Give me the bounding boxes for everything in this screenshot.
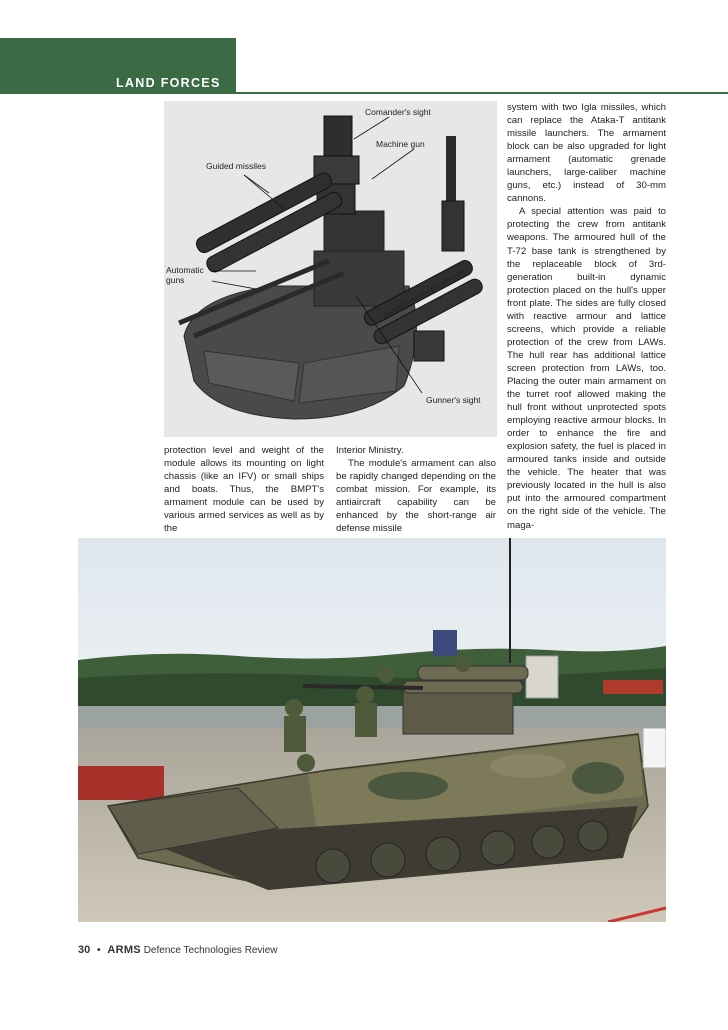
text-column-left	[164, 444, 324, 535]
vehicle-photo	[78, 538, 666, 922]
label-gunners-sight: Gunner's sight	[426, 395, 481, 405]
vehicle-photo-illustration	[78, 538, 666, 922]
header-rule	[0, 92, 728, 94]
weapon-module-diagram	[164, 101, 497, 437]
label-guided-missiles: Guided missiles	[206, 161, 266, 171]
label-automatic-guns-line1: Automatic	[166, 265, 204, 275]
paragraph: The module's armament can also be rapidly changed depending on the combat mission. For example, its antiaircraft capability can be enhanced by the short-range air defense missile	[336, 458, 496, 535]
label-machine-gun: Machine gun	[376, 139, 425, 149]
page-number: 30	[78, 944, 91, 956]
weapon-module-illustration	[164, 101, 497, 437]
paragraph: protection level and weight of the module allows its mounting on light chassis (like an IFV) or small ships and boats. Thus, the BMPT's armament module can be used by various armed services as well as by the	[164, 445, 324, 535]
label-automatic-guns	[166, 265, 204, 285]
page-footer	[78, 944, 278, 956]
paragraph: system with two Igla missiles, which can replace the Ataka-T antitank missile launchers. The armament block can be also upgraded for light armament (automatic grenade launchers, large-caliber machine guns, etc.) instead of 30-mm cannons.	[507, 102, 666, 205]
paragraph: Interior Ministry.	[336, 445, 404, 456]
footer-separator: •	[97, 945, 101, 956]
publication-name: Defence Technologies Review	[143, 945, 278, 956]
text-column-right	[507, 101, 666, 532]
label-automatic-guns-line2: guns	[166, 275, 185, 285]
text-column-middle	[336, 444, 496, 535]
publication-brand: ARMS	[107, 944, 141, 956]
label-commanders-sight: Comander's sight	[365, 107, 431, 117]
section-title: LAND FORCES	[116, 76, 221, 90]
paragraph: A special attention was paid to protecting the crew from antitank weapons. The armoured hull of the T-72 base tank is strengthened by the replaceable block of 3rd-generation built-in dynamic protection placed on the hull's upper front plate. The sides are fully closed with reactive armour and lattice screens, which provide a reliable protection of the crew from LAWs. The hull rear has additional lattice screen protection from LAWs, too. Placing the outer main armament on the turret roof allowed making the hull front without unprotected spots employing reactive armour blocks. In order to enhance the fire and explosion safety, the fuel is placed in armoured tanks inside and outside the vehicle. The heater that was previously located in the hull is also put into the armoured compartment on the right side of the vehicle. The maga-	[507, 206, 666, 531]
